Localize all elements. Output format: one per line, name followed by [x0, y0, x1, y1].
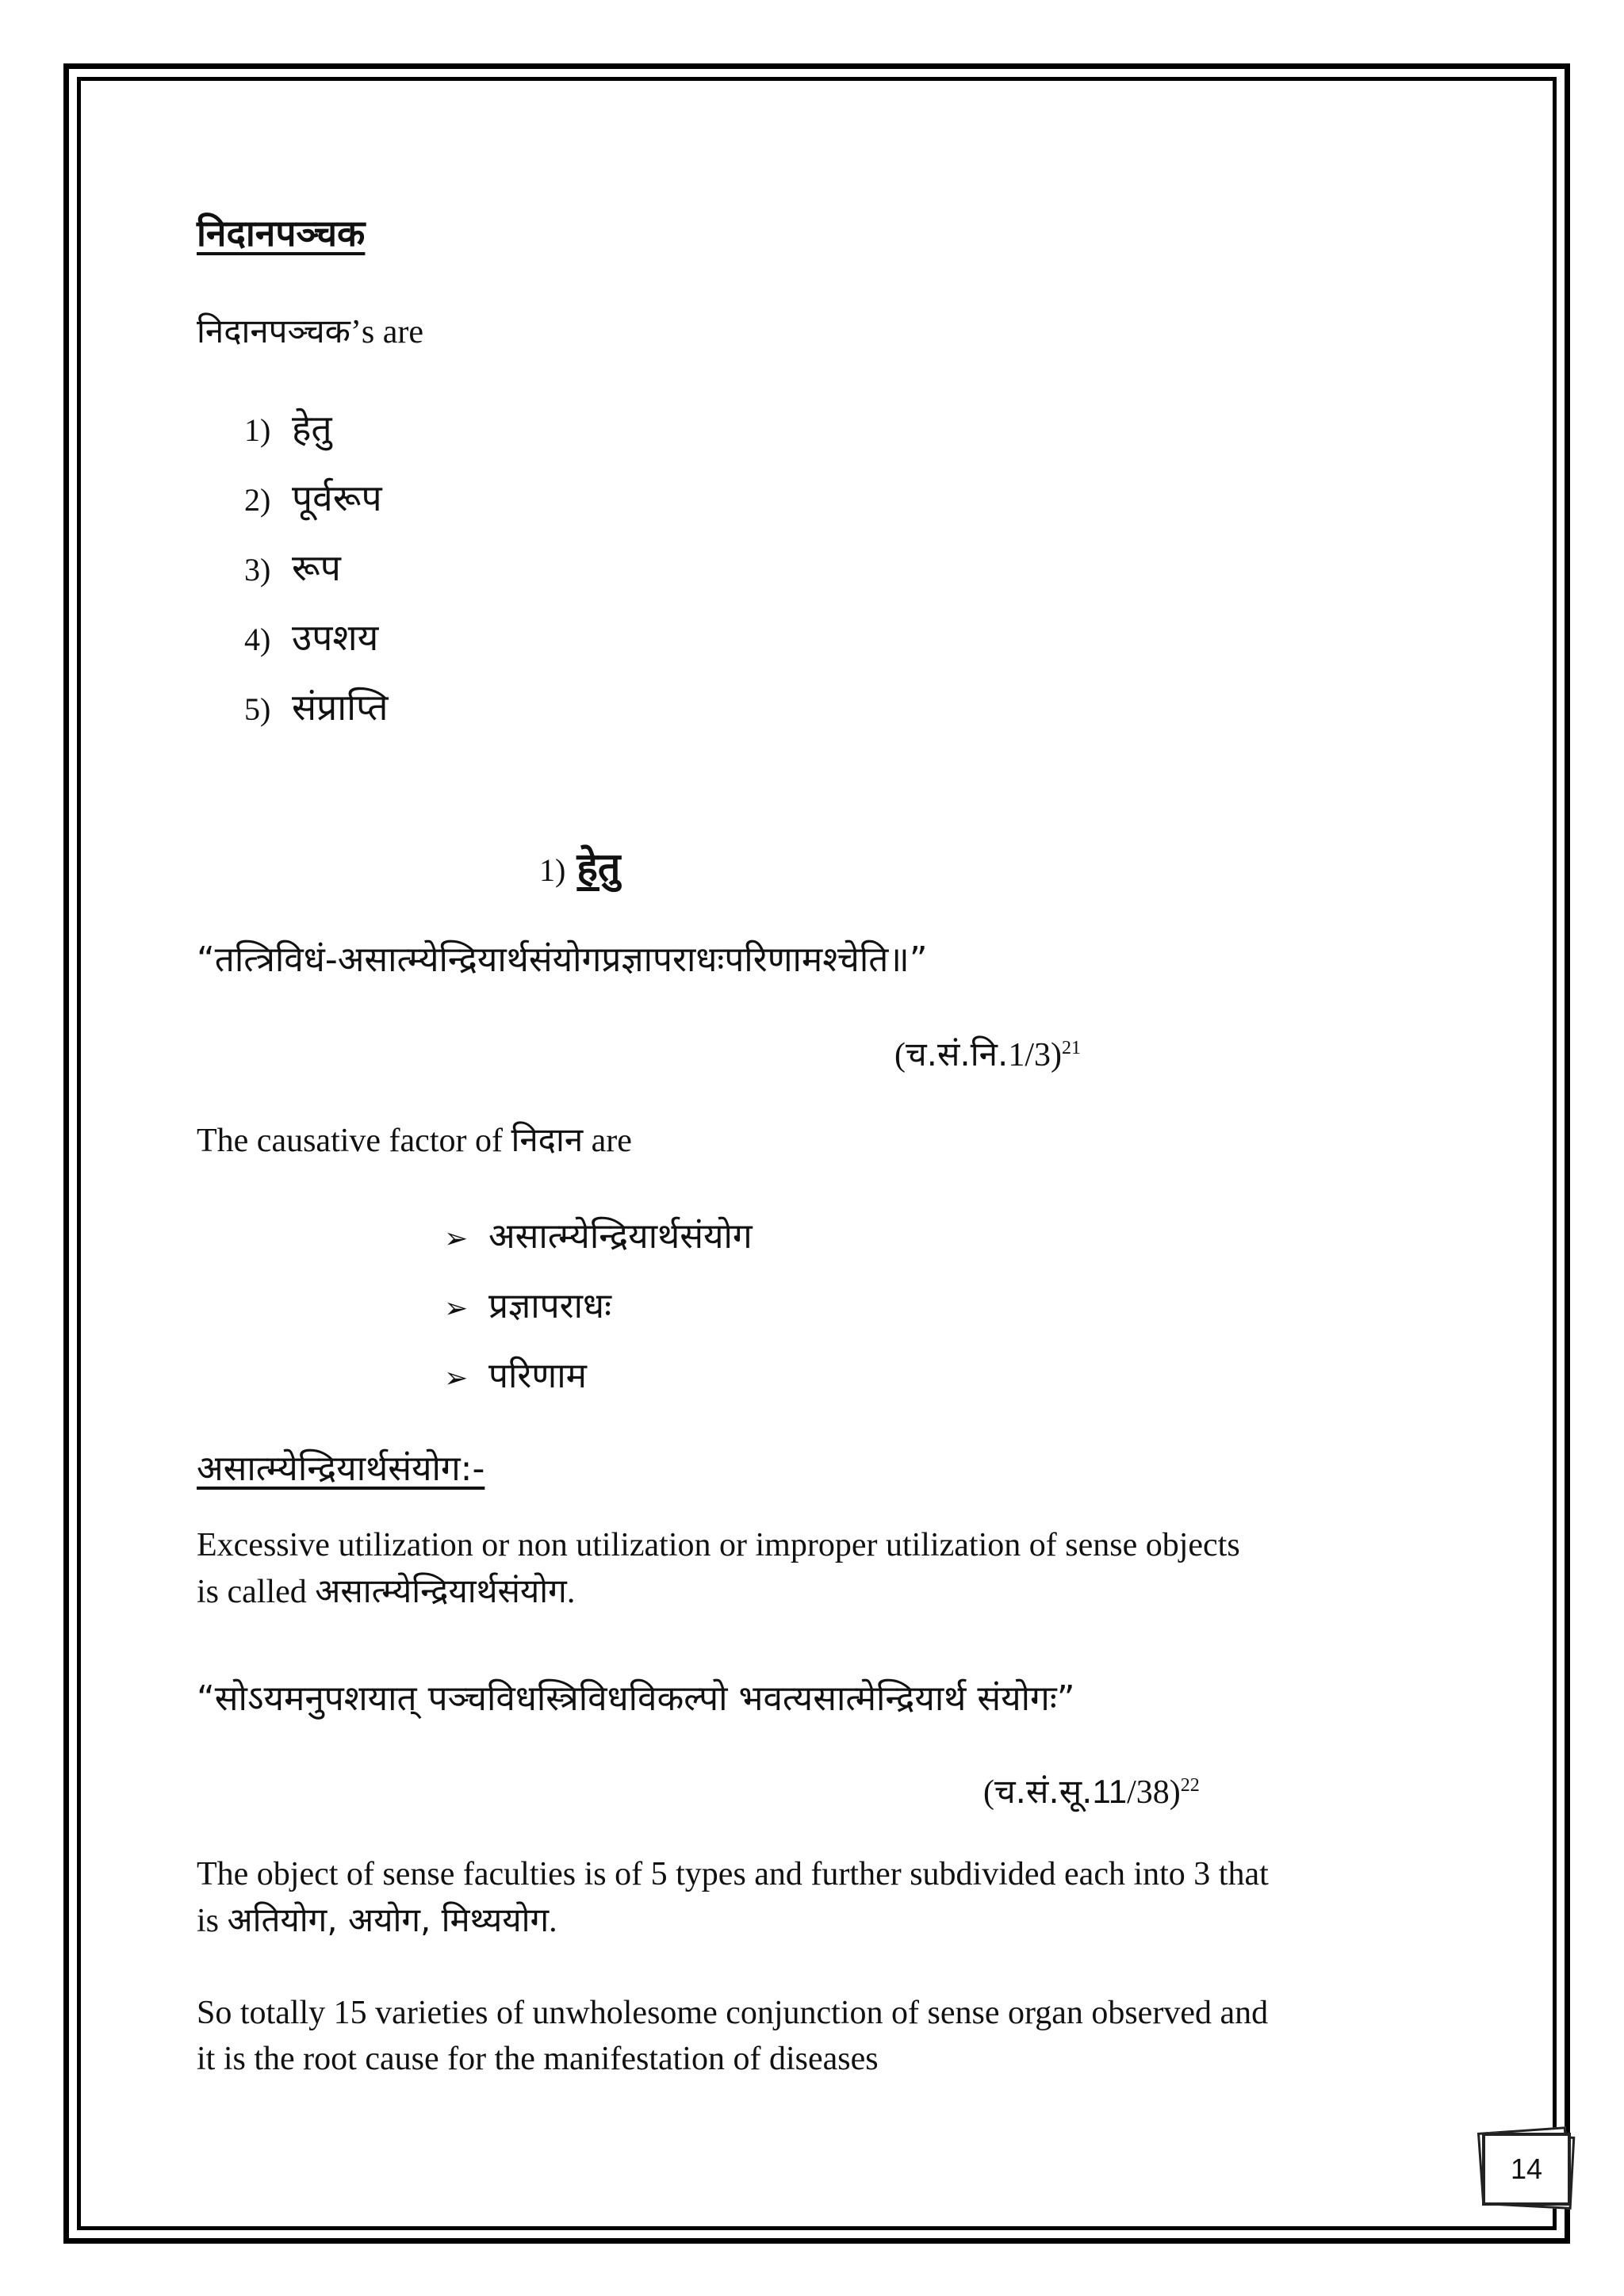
citation-2	[983, 1768, 1200, 1813]
arrow-bullet-icon: ➢	[444, 1222, 469, 1254]
paragraph-line: So totally 15 varieties of unwholesome conjunction of sense organ observed and	[197, 1995, 1269, 2031]
list-text: संप्राप्ति	[292, 686, 389, 729]
text-fragment: The causative factor of	[197, 1123, 511, 1159]
list-text: रूप	[292, 546, 341, 589]
citation-verse: /38)	[1127, 1774, 1181, 1811]
section-heading: निदानपञ्चक	[197, 212, 366, 254]
subheading-asatmya: असात्म्येन्द्रियार्थसंयोग:-	[197, 1448, 485, 1489]
paragraph-3	[197, 1990, 1268, 2082]
list-text: पूर्वरूप	[292, 476, 382, 519]
nidana-list	[244, 396, 389, 745]
bullet-text: प्रज्ञापराधः	[488, 1286, 611, 1326]
list-item	[244, 466, 389, 536]
citation-open: (	[983, 1774, 994, 1811]
arrow-bullet-icon: ➢	[444, 1292, 469, 1324]
citation-source: च.सं.सू.	[994, 1772, 1093, 1811]
intro-term: निदानपञ्चक	[197, 312, 350, 350]
text-fragment: .	[566, 1574, 576, 1610]
text-fragment: are	[583, 1123, 632, 1159]
paragraph-line: Excessive utilization or non utilization or improper utilization of sense objects	[197, 1527, 1240, 1563]
term-yoga-types: अतियोग, अयोग, मिथ्ययोग	[227, 1900, 550, 1939]
page-number-badge	[1477, 2126, 1578, 2214]
text-fragment: .	[549, 1903, 557, 1939]
sanskrit-quote-2: “सोऽयमनुपशयात् पञ्चविधस्त्रिविधविकल्पो भवत्यसात्मेन्द्रियार्थ संयोगः”	[197, 1678, 1075, 1719]
citation-open: (	[894, 1037, 906, 1073]
paragraph-line: The object of sense faculties is of 5 types and further subdivided each into 3 that	[197, 1856, 1269, 1892]
term-nidana: निदान	[511, 1120, 584, 1159]
paragraph-2	[197, 1851, 1269, 1944]
list-item	[244, 675, 389, 745]
list-item	[244, 606, 389, 675]
list-number: 2)	[244, 482, 271, 518]
bullet-text: असात्म्येन्द्रियार्थसंयोग	[488, 1216, 753, 1257]
paragraph-line	[197, 1897, 1269, 1944]
intro-line	[197, 308, 423, 353]
causative-bullets	[444, 1205, 753, 1414]
list-text: उपशय	[292, 616, 379, 659]
text-fragment: is called	[197, 1574, 316, 1610]
paragraph-1	[197, 1522, 1240, 1615]
citation-1	[894, 1031, 1081, 1076]
intro-suffix: ’s are	[350, 314, 424, 350]
subsection-title-text: हेतु	[576, 844, 621, 890]
bullet-item	[444, 1345, 753, 1414]
causative-line	[197, 1116, 632, 1161]
citation-footnote: 21	[1061, 1038, 1081, 1058]
subsection-number: 1)	[539, 852, 566, 888]
paragraph-line: it is the root cause for the manifestation of diseases	[197, 2041, 879, 2077]
text-fragment: is	[197, 1903, 228, 1939]
list-number: 1)	[244, 412, 271, 448]
bullet-item	[444, 1205, 753, 1275]
list-item	[244, 536, 389, 606]
bullet-item	[444, 1275, 753, 1345]
list-item	[244, 396, 389, 466]
paragraph-line	[197, 1568, 1240, 1615]
citation-footnote: 22	[1180, 1775, 1200, 1796]
list-number: 3)	[244, 552, 271, 587]
page-number: 14	[1510, 2152, 1543, 2185]
citation-source: च.सं.नि.	[906, 1035, 1009, 1073]
sanskrit-quote-1: “तत्त्रिविधं-असात्म्येन्द्रियार्थसंयोगप्रज्ञापराधःपरिणामश्चेति॥”	[197, 939, 928, 980]
bullet-text: परिणाम	[488, 1356, 587, 1396]
citation-chapter: 11	[1092, 1773, 1128, 1810]
subsection-title	[539, 839, 620, 893]
citation-verse: 1/3)	[1008, 1037, 1062, 1073]
list-number: 4)	[244, 622, 271, 657]
term-asatmya: असात्म्येन्द्रियार्थसंयोग	[315, 1571, 567, 1610]
list-text: हेतु	[292, 407, 332, 450]
list-number: 5)	[244, 691, 271, 727]
arrow-bullet-icon: ➢	[444, 1361, 469, 1394]
